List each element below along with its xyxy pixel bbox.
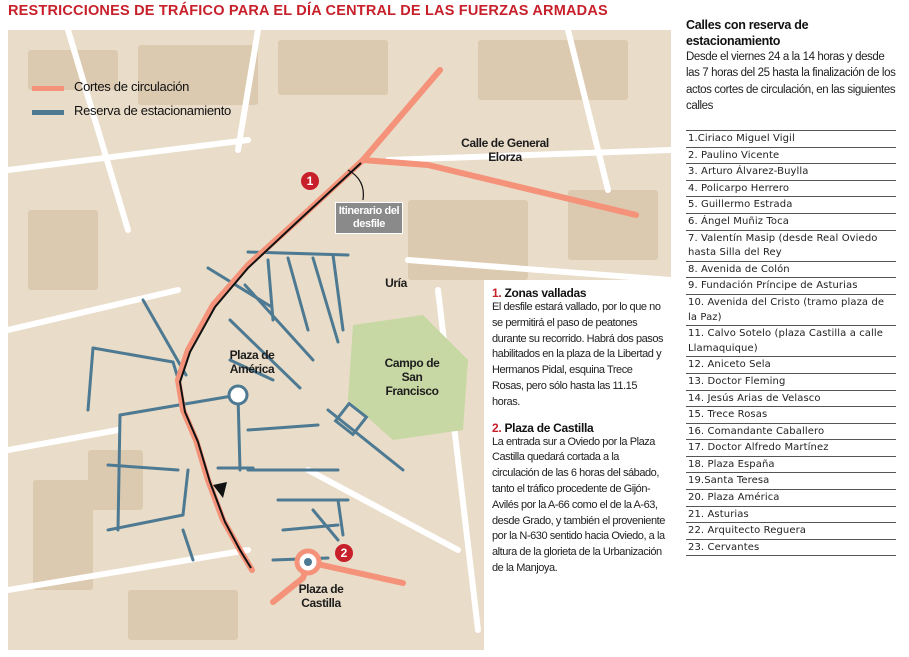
street-item: 10. Avenida del Cristo (tramo plaza de la Paz) — [686, 295, 896, 326]
traffic-map[interactable] — [8, 30, 671, 650]
street-item: 13. Doctor Fleming — [686, 374, 896, 391]
itinerario-label: Itinerario del desfile — [335, 202, 403, 234]
street-item: 9. Fundación Príncipe de Asturias — [686, 278, 896, 295]
cortes-swatch — [32, 86, 64, 91]
street-item: 20. Plaza América — [686, 490, 896, 507]
street-item: 8. Avenida de Colón — [686, 262, 896, 279]
street-item: 15. Trece Rosas — [686, 407, 896, 424]
zone-2 — [492, 421, 665, 577]
zone-1 — [492, 286, 665, 411]
street-item: 21. Asturias — [686, 507, 896, 524]
street-item: 6. Ángel Muñiz Toca — [686, 214, 896, 231]
zone-2-heading — [492, 421, 665, 435]
zone-1-title: Zonas valladas — [504, 286, 587, 300]
zone-2-text: La entrada sur a Oviedo por la Plaza Castilla quedará cortada a la circulación de las 6 horas del sábado, tanto el tráfico procedente de Gijón-Avilés por la A-66 como el de la A-63, desde Grado, y también el proveniente por la N-630 sentido hacia Oviedo, a la altura de la glorieta de la Urbanización de la Manjoya. — [492, 435, 665, 574]
street-item: 1.Ciriaco Miguel Vigil — [686, 131, 896, 148]
street-item: 2. Paulino Vicente — [686, 148, 896, 165]
zone-1-number: 1. — [492, 286, 502, 300]
sidebar-description: Desde el viernes 24 a la 14 horas y desde las 7 horas del 25 hasta la finalización de los actos cortes de circulación, en las siguientes calles — [686, 51, 896, 113]
street-item: 3. Arturo Álvarez-Buylla — [686, 164, 896, 181]
legend-cortes — [32, 79, 262, 99]
label-uria: Uría — [385, 276, 407, 290]
zone-2-title: Plaza de Castilla — [504, 420, 594, 435]
marker-2[interactable]: 2 — [335, 544, 353, 562]
zone-2-number: 2. — [492, 420, 502, 435]
zone-1-text: El desfile estará vallado, por lo que no se permitirá el paso de peatones durante su recorrido. Habrá dos pasos habilitados en la plaza de la Libertad y Hermanos Pidal, esquina Trece Rosas, pero sólo hasta las 11.15 horas. — [492, 301, 664, 408]
marker-1[interactable]: 1 — [301, 172, 319, 190]
label-campo-san-francisco: Campo de San Francisco — [384, 356, 440, 398]
street-item: 19.Santa Teresa — [686, 473, 896, 490]
zone-1-heading — [492, 286, 665, 300]
sidebar-title: Calles con reserva de estacionamiento — [686, 18, 809, 48]
street-item: 18. Plaza España — [686, 457, 896, 474]
label-plaza-america: Plaza de América — [229, 348, 275, 376]
street-item: 22. Arquitecto Reguera — [686, 523, 896, 540]
legend-reserva-label: Reserva de estacionamiento — [74, 103, 231, 118]
sidebar — [686, 17, 898, 553]
street-item: 14. Jesús Arias de Velasco — [686, 391, 896, 408]
street-item: 4. Policarpo Herrero — [686, 181, 896, 198]
legend-cortes-label: Cortes de circulación — [74, 79, 190, 94]
label-general-elorza: Calle de General Elorza — [461, 136, 549, 164]
label-plaza-castilla: Plaza de Castilla — [298, 582, 344, 610]
street-item: 11. Calvo Sotelo (plaza Castilla a calle Llamaquique) — [686, 326, 896, 357]
map-title: RESTRICCIONES DE TRÁFICO PARA EL DÍA CENTRAL DE LAS FUERZAS ARMADAS — [8, 3, 608, 19]
street-item: 23. Cervantes — [686, 540, 896, 557]
street-item: 17. Doctor Alfredo Martínez — [686, 440, 896, 457]
zones-info-panel — [484, 280, 671, 650]
plaza-castilla-center — [304, 558, 312, 566]
legend-reserva — [32, 103, 262, 123]
reserva-swatch — [32, 110, 64, 115]
plaza-america-roundabout — [229, 386, 247, 404]
street-item: 16. Comandante Caballero — [686, 424, 896, 441]
street-item: 7. Valentín Masip (desde Real Oviedo hasta Silla del Rey — [686, 231, 896, 262]
street-item: 5. Guillermo Estrada — [686, 197, 896, 214]
street-item: 12. Aniceto Sela — [686, 357, 896, 374]
street-list — [686, 130, 896, 556]
